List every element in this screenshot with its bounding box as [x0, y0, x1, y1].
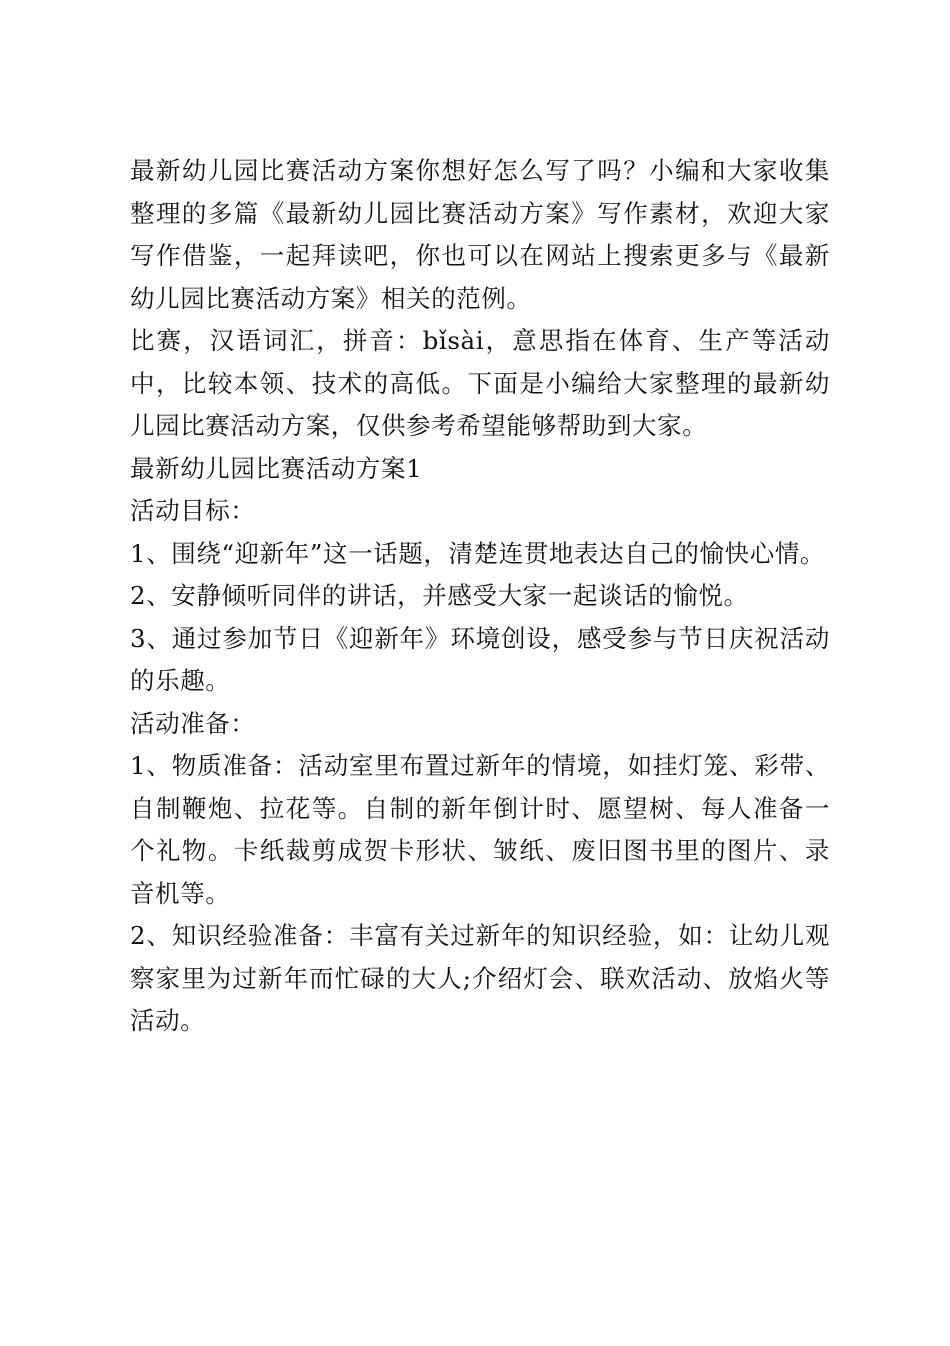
definition-paragraph: 比赛，汉语词汇，拼音：bǐsài，意思指在体育、生产等活动中，比较本领、技术的高低。下面是小编给大家整理的最新幼儿园比赛活动方案，仅供参考希望能够帮助到大家。 [130, 326, 830, 440]
preparation-item: 1、物质准备：活动室里布置过新年的情境，如挂灯笼、彩带、自制鞭炮、拉花等。自制的新年倒计时、愿望树、每人准备一个礼物。卡纸裁剪成贺卡形状、皱纸、废旧图书里的图片、录音机等。 [130, 751, 830, 908]
intro-paragraph: 最新幼儿园比赛活动方案你想好怎么写了吗？小编和大家收集整理的多篇《最新幼儿园比赛活动方案》写作素材，欢迎大家写作借鉴，一起拜读吧，你也可以在网站上搜索更多与《最新幼儿园比赛活动方案》相关的范例。 [130, 156, 830, 313]
goals-heading: 活动目标： [130, 496, 256, 525]
document-page [130, 150, 830, 1043]
section-heading: 最新幼儿园比赛活动方案1 [130, 453, 423, 483]
preparation-item: 2、知识经验准备：丰富有关过新年的知识经验，如：让幼儿观察家里为过新年而忙碌的大人;介绍灯会、联欢活动、放焰火等活动。 [130, 921, 830, 1035]
goal-item: 1、围绕“迎新年”这一话题，清楚连贯地表达自己的愉快心情。 [130, 538, 826, 568]
goal-item: 2、安静倾听同伴的讲话，并感受大家一起谈话的愉悦。 [130, 581, 749, 610]
goal-item: 3、通过参加节日《迎新年》环境创设，感受参与节日庆祝活动的乐趣。 [130, 623, 830, 695]
preparation-heading: 活动准备： [130, 708, 256, 738]
